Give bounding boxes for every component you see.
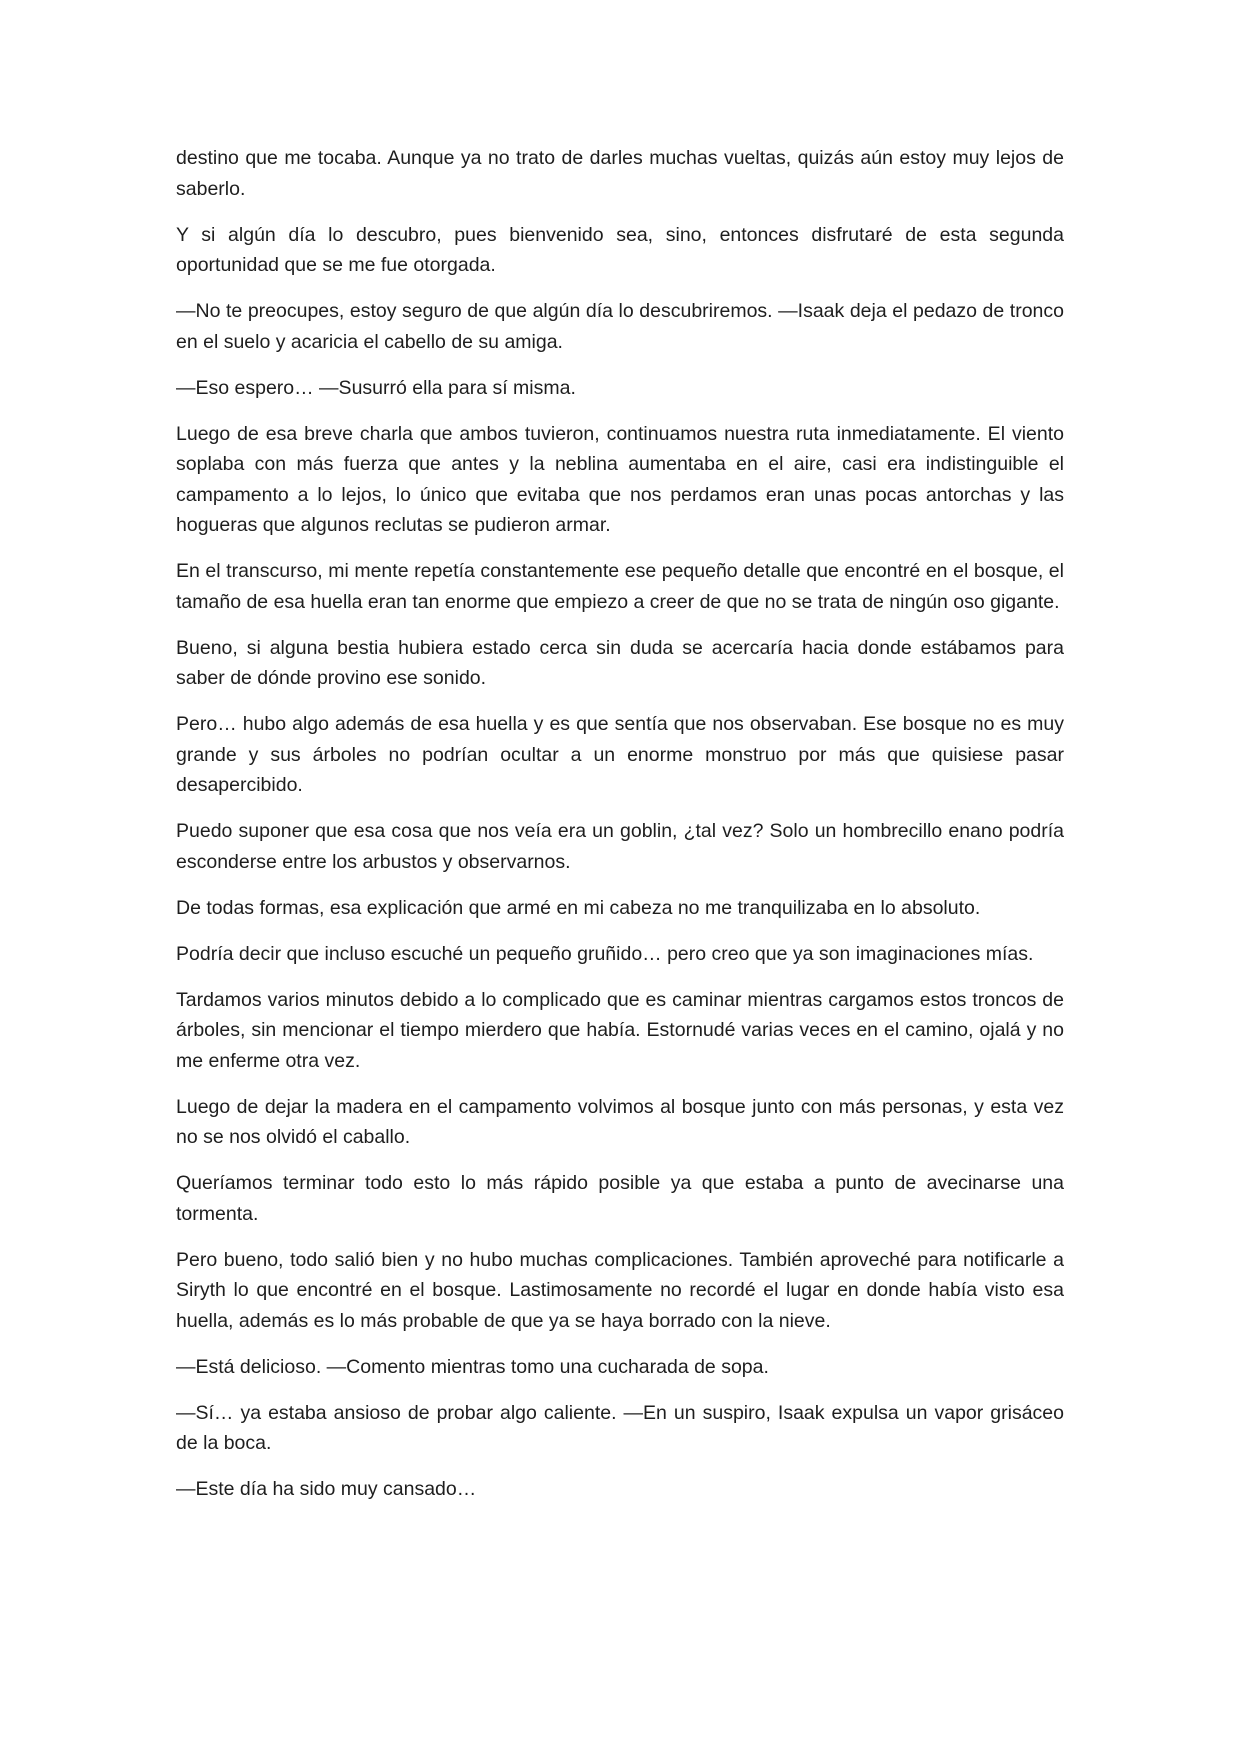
paragraph: Puedo suponer que esa cosa que nos veía era un goblin, ¿tal vez? Solo un hombrecillo enano podría esconderse entre los arbustos y observarnos. <box>176 820 1064 873</box>
paragraph: —No te preocupes, estoy seguro de que algún día lo descubriremos. —Isaak deja el pedazo de tronco en el suelo y acaricia el cabello de su amiga. <box>176 300 1064 353</box>
paragraph: Y si algún día lo descubro, pues bienvenido sea, sino, entonces disfrutaré de esta segunda oportunidad que se me fue otorgada. <box>176 223 1064 276</box>
paragraph: Luego de esa breve charla que ambos tuvieron, continuamos nuestra ruta inmediatamente. El viento soplaba con más fuerza que antes y la neblina aumentaba en el aire, casi era indistinguible el campamento a lo lejos, lo único que evitaba que nos perdamos eran unas pocas antorchas y las hogueras que algunos reclutas se pudieron armar. <box>176 422 1064 536</box>
paragraph: Pero bueno, todo salió bien y no hubo muchas complicaciones. También aproveché para notificarle a Siryth lo que encontré en el bosque. Lastimosamente no recordé el lugar en donde había visto esa huella, además es lo más probable de que ya se haya borrado con la nieve. <box>176 1248 1064 1332</box>
paragraph: Pero… hubo algo además de esa huella y es que sentía que nos observaban. Ese bosque no es muy grande y sus árboles no podrían ocultar a un enorme monstruo por más que quisiese pasar desapercibido. <box>176 713 1064 796</box>
paragraph: En el transcurso, mi mente repetía constantemente ese pequeño detalle que encontré en el bosque, el tamaño de esa huella eran tan enorme que empiezo a creer de que no se trata de ningún oso gigante. <box>176 560 1064 613</box>
paragraph: destino que me tocaba. Aunque ya no trato de darles muchas vueltas, quizás aún estoy muy lejos de saberlo. <box>176 147 1064 200</box>
document-page <box>176 143 1064 1520</box>
paragraph: Tardamos varios minutos debido a lo complicado que es caminar mientras cargamos estos troncos de árboles, sin mencionar el tiempo mierdero que había. Estornudé varias veces en el camino, ojalá y no me enferme otra vez. <box>176 988 1064 1072</box>
paragraph: Podría decir que incluso escuché un pequeño gruñido… pero creo que ya son imaginaciones mías. <box>176 942 1034 965</box>
paragraph: Bueno, si alguna bestia hubiera estado cerca sin duda se acercaría hacia donde estábamos para saber de dónde provino ese sonido. <box>176 636 1064 689</box>
paragraph: Queríamos terminar todo esto lo más rápido posible ya que estaba a punto de avecinarse una tormenta. <box>176 1172 1064 1225</box>
paragraph: —Sí… ya estaba ansioso de probar algo caliente. —En un suspiro, Isaak expulsa un vapor grisáceo de la boca. <box>176 1401 1064 1454</box>
paragraph: —Este día ha sido muy cansado… <box>176 1478 477 1500</box>
paragraph: De todas formas, esa explicación que armé en mi cabeza no me tranquilizaba en lo absoluto. <box>176 896 981 919</box>
paragraph: Luego de dejar la madera en el campamento volvimos al bosque junto con más personas, y esta vez no se nos olvidó el caballo. <box>176 1095 1064 1148</box>
paragraph: —Está delicioso. —Comento mientras tomo una cucharada de sopa. <box>176 1355 769 1378</box>
paragraph: —Eso espero… —Susurró ella para sí misma. <box>176 376 576 399</box>
